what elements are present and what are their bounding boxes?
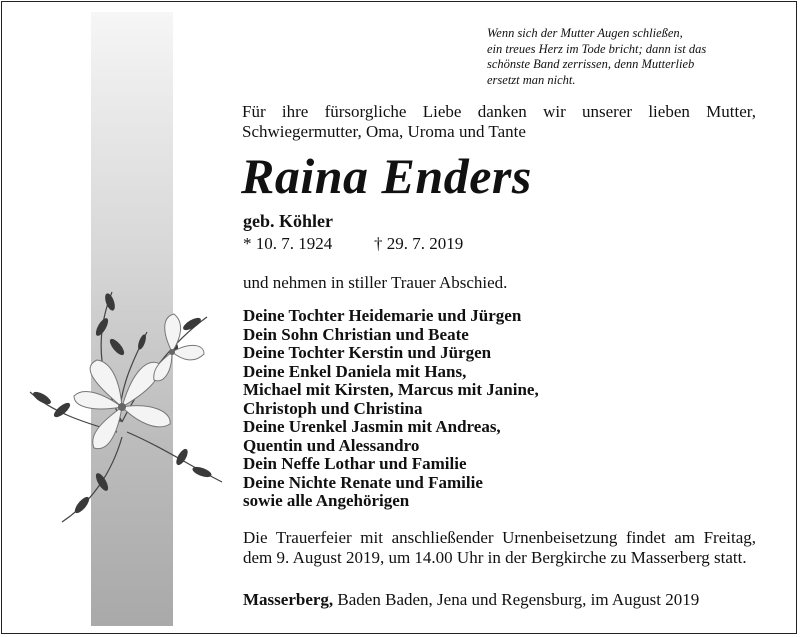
place-rest: Baden Baden, Jena und Regensburg, im August 2019 [333, 590, 700, 609]
maiden-name: geb. Köhler [243, 211, 333, 231]
mourner-item: sowie alle Angehörigen [243, 491, 410, 510]
mourner-item: Christoph und Christina [243, 398, 423, 418]
mourner-item: Dein Neffe Lothar und Familie [243, 454, 467, 473]
place-town: Masserberg, [243, 590, 334, 609]
deceased-name: Raina Enders [241, 148, 532, 204]
poem-line: Wenn sich der Mutter Augen schließen, [487, 26, 683, 40]
death-date: † 29. 7. 2019 [374, 234, 464, 253]
poem-line: schönste Band zerrissen, denn Mutterlieb [487, 57, 695, 71]
mourners-list [243, 307, 539, 511]
birth-date: * 10. 7. 1924 [243, 234, 333, 253]
place-and-date [243, 590, 699, 610]
mourner-item: Michael mit Kirsten, Marcus mit Janine, [243, 380, 539, 399]
mourner-item: Deine Enkel Daniela mit Hans, [243, 361, 467, 381]
poem-line: ersetzt man nicht. [487, 72, 576, 87]
lily-flower-bouquet-icon [22, 272, 232, 532]
memorial-poem [487, 26, 772, 88]
funeral-service-info: Die Trauerfeier mit anschließender Urnenbeisetzung findet am Freitag, dem 9. August 2019, um 14.00 Uhr in der Bergkirche zu Masserberg statt. [243, 528, 756, 567]
mourner-item: Deine Tochter Heidemarie und Jürgen [243, 306, 522, 325]
farewell-text: und nehmen in stiller Trauer Abschied. [243, 273, 508, 292]
mourner-item: Dein Sohn Christian und Beate [243, 324, 469, 344]
mourner-item: Deine Nichte Renate und Familie [243, 472, 483, 492]
obituary-notice [1, 1, 797, 634]
mourner-item: Deine Urenkel Jasmin mit Andreas, [243, 417, 501, 436]
intro-text: Für ihre fürsorgliche Liebe danken wir unserer lieben Mutter, Schwiegermutter, Oma, Uroma und Tante [242, 102, 756, 141]
life-dates [243, 234, 463, 254]
mourner-item: Quentin und Alessandro [243, 435, 420, 455]
mourner-item: Deine Tochter Kerstin und Jürgen [243, 343, 492, 362]
poem-line: ein treues Herz im Tode bricht; dann ist das [487, 41, 707, 56]
